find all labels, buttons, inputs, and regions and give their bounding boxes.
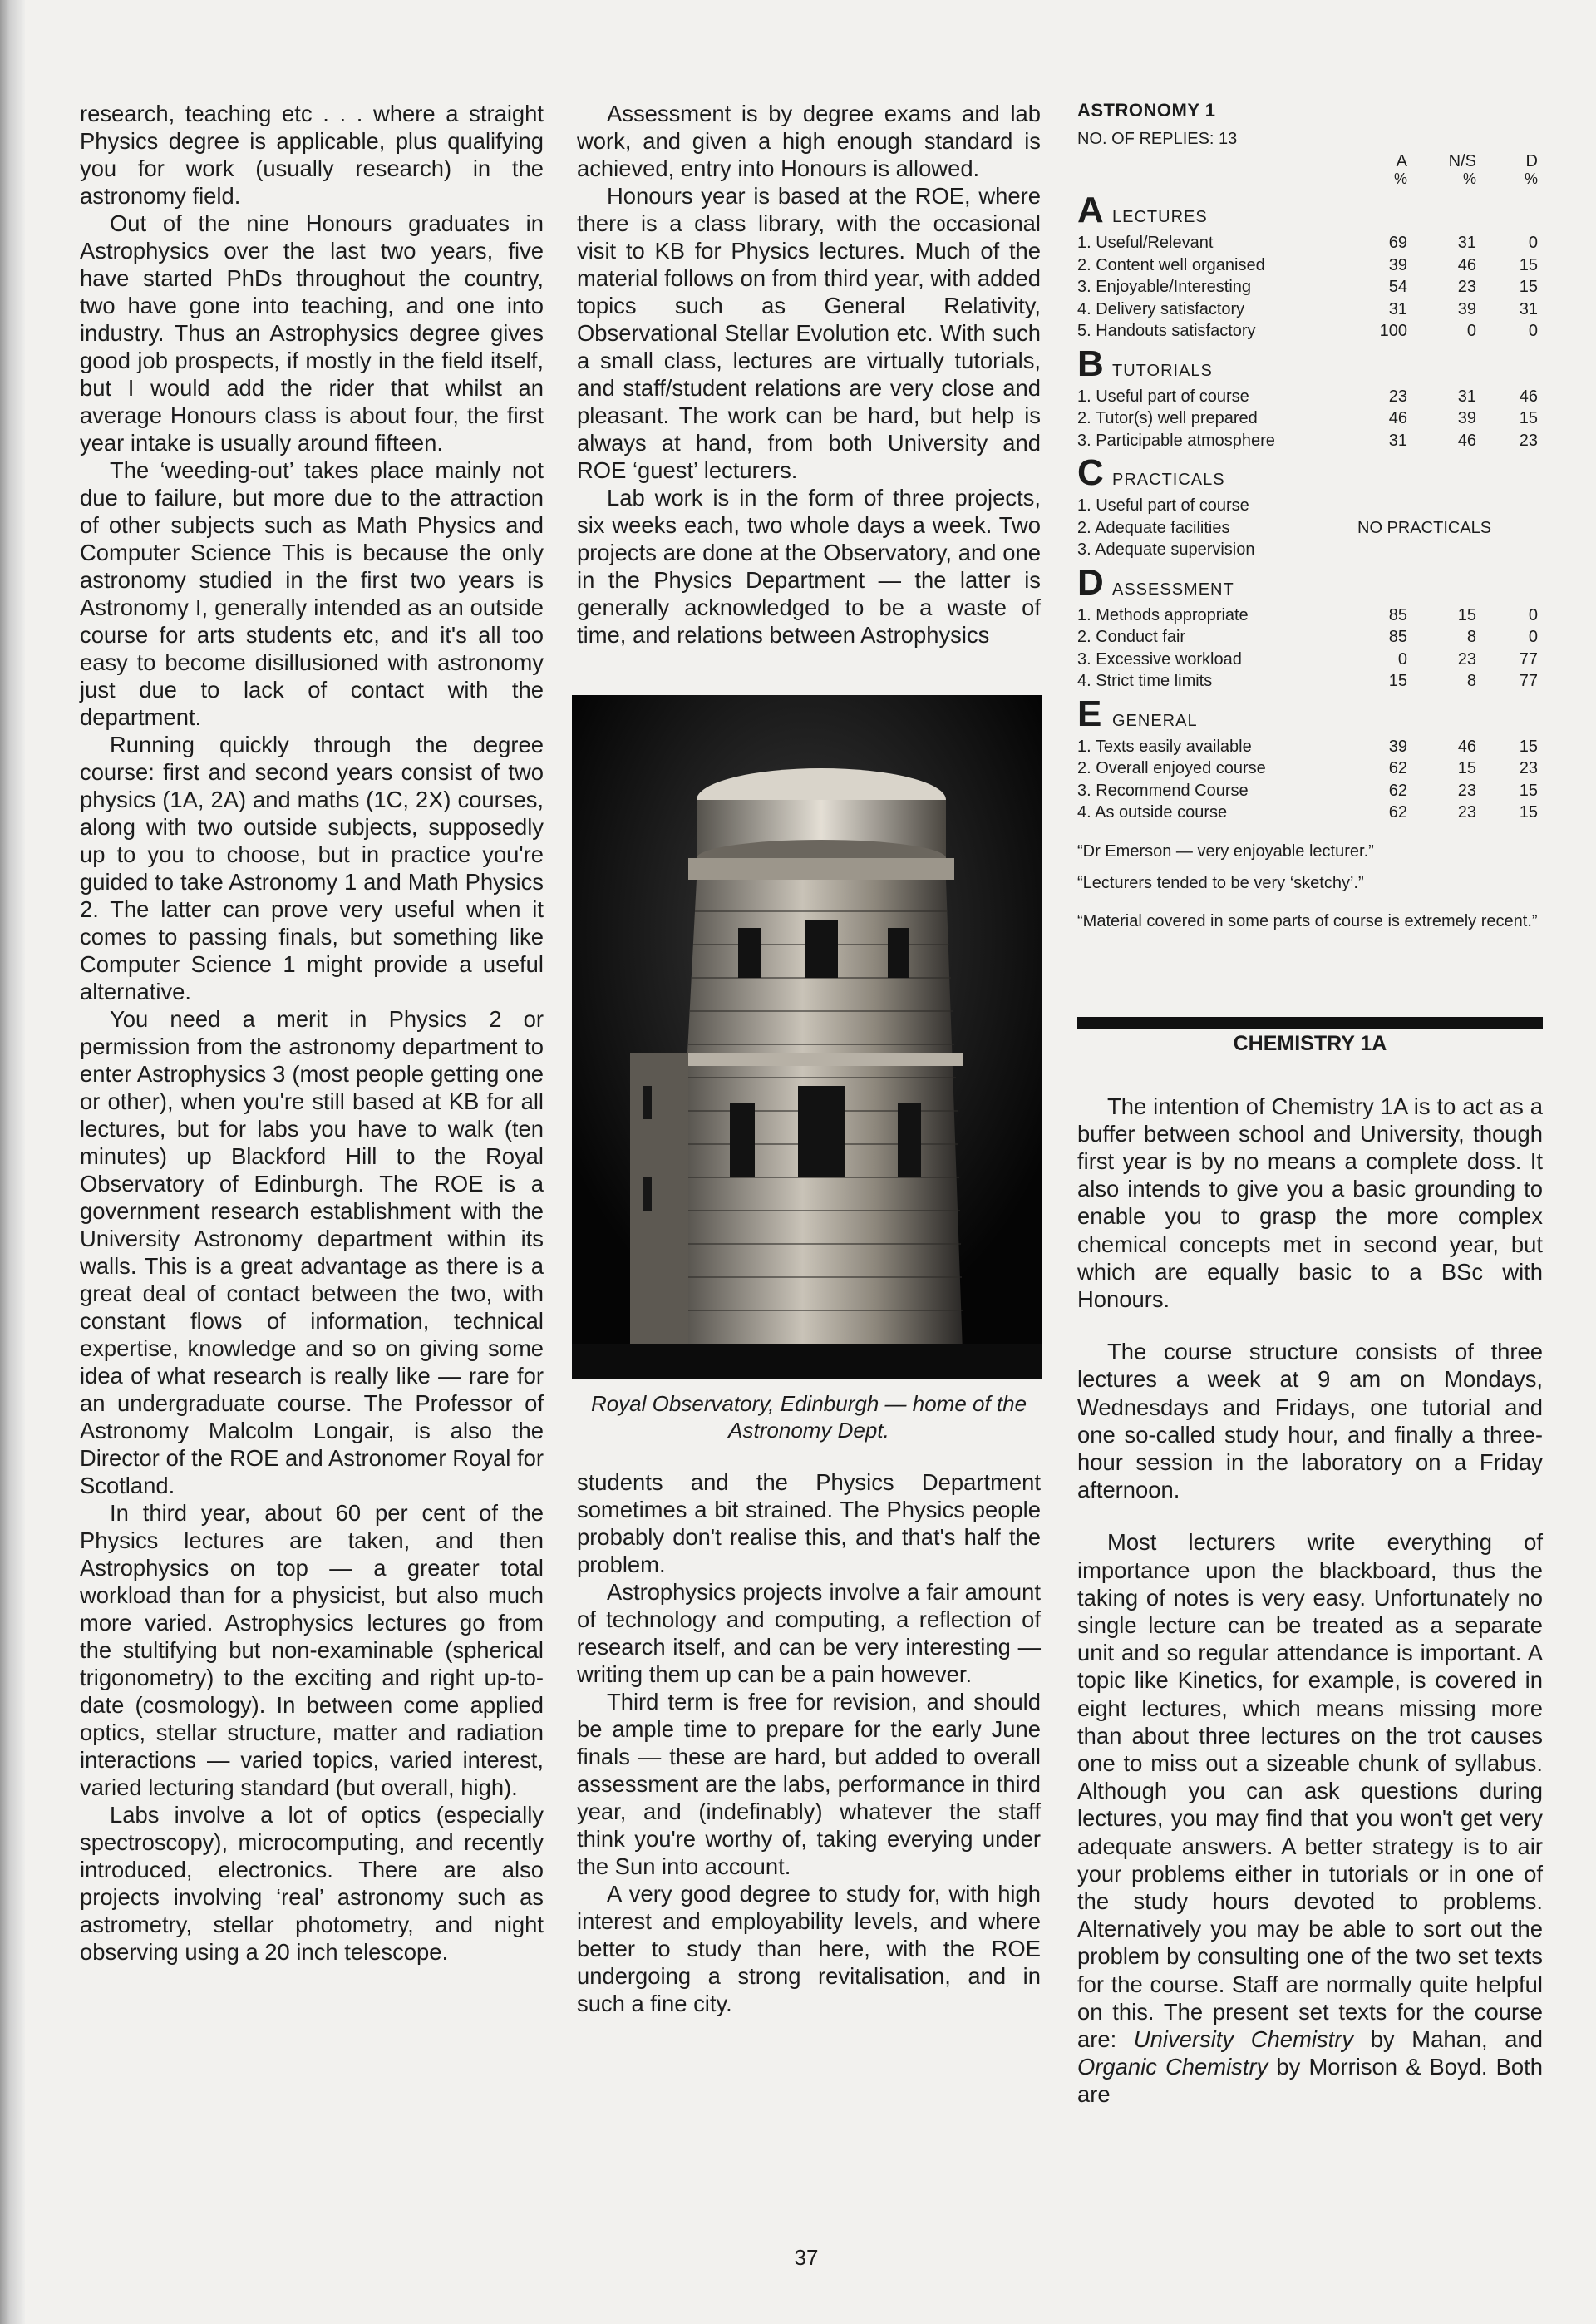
percent-sign: %	[1524, 170, 1538, 187]
paragraph: You need a merit in Physics 2 or permission from the astronomy department to enter Astrophysics 3 (most people getting one or other), when you're still based at KB for all lectures, but for labs you have to walk (ten minutes) up Blackford Hill to the Royal Observatory of Edinburgh. The ROE is a government research establishment with the University Astronomy department within its walls. This is a great advantage as there is a great deal of contact between the two, with constant flows of information, technical expertise, knowledge and so on giving some idea of what research is really like — rare for an undergraduate course. The Professor of Astronomy Malcolm Longair, is also the Director of the ROE and Astronomer Royal for Scotland.	[80, 1006, 544, 1498]
section-letter: A	[1077, 190, 1104, 230]
column-3	[1077, 100, 1543, 2134]
section-name: LECTURES	[1112, 208, 1208, 226]
paragraph: Out of the nine Honours graduates in Astrophysics over the last two years, five have started PhDs throughout the country, two have gone into teaching, and one into industry. Thus an Astrophysics degree gives good job prospects, if mostly in the field itself, but I would add the rider that whilst an average Honours class is about four, the first year intake is usually around fifteen.	[80, 210, 544, 456]
value-a: 39	[1388, 255, 1407, 274]
row-label: 3. Adequate supervision	[1077, 540, 1255, 559]
value-ns: 46	[1457, 255, 1476, 274]
paragraph: Astrophysics projects involve a fair amount of technology and computing, a reflection of research itself, and can be very interesting — writing them up can be a pain however.	[577, 1579, 1041, 1687]
value-d: 15	[1519, 278, 1538, 296]
section-heading	[1077, 561, 1543, 603]
observatory-photo	[572, 695, 1042, 1379]
value-a: 23	[1388, 387, 1407, 406]
paragraph-text: by Mahan, and	[1353, 2026, 1543, 2052]
value-ns: 0	[1466, 322, 1476, 340]
value-a: 62	[1388, 803, 1407, 822]
section-heading	[1077, 452, 1543, 493]
value-ns: 15	[1457, 605, 1476, 624]
header-disagree: D	[1525, 152, 1538, 170]
row-label: 4. Strict time limits	[1077, 672, 1213, 690]
table-row	[1077, 254, 1543, 277]
value-d: 31	[1519, 299, 1538, 318]
table-row	[1077, 495, 1543, 517]
table-row	[1077, 604, 1543, 627]
value-ns: 46	[1457, 431, 1476, 450]
value-ns: 31	[1457, 387, 1476, 406]
row-label: 3. Participable atmosphere	[1077, 431, 1275, 450]
value-d: 23	[1519, 431, 1538, 450]
table-row	[1077, 299, 1543, 321]
section-name: TUTORIALS	[1112, 361, 1213, 380]
value-a: 31	[1388, 431, 1407, 450]
value-a: 85	[1388, 605, 1407, 624]
section-letter: D	[1077, 561, 1104, 603]
value-a: 100	[1379, 322, 1407, 340]
value-a: 62	[1388, 759, 1407, 777]
row-label: 1. Useful part of course	[1077, 496, 1249, 515]
row-label: 2. Content well organised	[1077, 255, 1265, 274]
value-d: 0	[1528, 605, 1538, 624]
table-row	[1077, 232, 1543, 254]
row-label: 4. As outside course	[1077, 803, 1228, 822]
value-a: 15	[1388, 672, 1407, 690]
student-quote: “Dr Emerson — very enjoyable lecturer.”	[1077, 841, 1374, 861]
value-d: 15	[1519, 803, 1538, 822]
section-name: GENERAL	[1112, 711, 1198, 730]
value-ns: 8	[1466, 672, 1476, 690]
value-d: 0	[1528, 628, 1538, 646]
value-d: 15	[1519, 255, 1538, 274]
table-row	[1077, 407, 1543, 430]
row-label: 2. Conduct fair	[1077, 628, 1186, 646]
row-label: 2. Adequate facilities	[1077, 518, 1230, 537]
value-a: 0	[1397, 649, 1407, 669]
chemistry-heading: CHEMISTRY 1A	[1077, 1017, 1543, 1056]
row-label: 3. Recommend Course	[1077, 781, 1249, 800]
table-row	[1077, 539, 1543, 561]
paragraph-text: Most lecturers write everything of importance upon the blackboard, thus the taking of notes is very easy. Unfortunately no single lecture can be treated as a separate unit and so regular attendance is important. A topic like Kinetics, for example, is covered in eight lectures, which means missing more than about three lectures on the trot causes one to miss out a sizeable chunk of syllabus. Although you can ask questions during lectures, you may find that you won't get very adequate answers. A better strategy is to air your problems either in tutorials or in one of the study hours devoted to problems. Alternatively you may be able to sort out the problem by consulting one of the two set texts for the course. Staff are normally quite helpful on this. The present set texts for the course are:	[1077, 1529, 1543, 2052]
paragraph-text: by Morrison & Boyd. Both are	[1077, 2054, 1543, 2108]
row-label: 3. Excessive workload	[1077, 649, 1242, 669]
survey-title: ASTRONOMY 1	[1077, 100, 1216, 121]
student-quote: “Material covered in some parts of course is extremely recent.”	[1077, 911, 1538, 930]
value-a: 31	[1388, 299, 1407, 318]
photo-caption: Royal Observatory, Edinburgh — home of the Astronomy Dept.	[590, 1391, 1027, 1443]
survey-replies: NO. OF REPLIES: 13	[1077, 130, 1238, 148]
survey-column-headers	[1077, 152, 1543, 189]
value-d: 23	[1519, 759, 1538, 777]
paragraph: In third year, about 60 per cent of the Physics lectures are taken, and then Astrophysics on top — a greater total workload than for a physicist, but also much more varied. Astrophysics lectures go from the stultifying but non-examinable (spherical trigonometry) to the exciting and right up-to-date (cosmology). In between come applied optics, stellar structure, matter and radiation interactions — varied topics, varied interest, varied lecturing standard (but overall, high).	[80, 1500, 544, 1800]
paragraph: Honours year is based at the ROE, where there is a class library, with the occasional visit to KB for Physics lectures. Much of the material follows on from third year, with added topics such as General Relativity, Observational Stellar Evolution etc. With such a small class, lectures are virtually tutorials, and staff/student relations are very close and pleasant. The work can be hard, but help is always at hand, from both University and ROE ‘guest’ lecturers.	[577, 183, 1041, 483]
percent-sign: %	[1393, 170, 1407, 187]
value-d: 77	[1519, 649, 1538, 669]
chemistry-body	[1077, 1093, 1543, 2109]
value-a: 46	[1388, 409, 1407, 427]
table-row	[1077, 517, 1543, 540]
value-d: 15	[1519, 409, 1538, 427]
column-1	[80, 100, 544, 1966]
paragraph: A very good degree to study for, with high interest and employability levels, and where better to study than here, with the ROE undergoing a strong revitalisation, and in such a fine city.	[577, 1881, 1041, 2016]
value-a: 39	[1388, 737, 1407, 756]
paragraph: Assessment is by degree exams and lab work, and given a high enough standard is achieved, entry into Honours is allowed.	[577, 101, 1041, 181]
paragraph: The ‘weeding-out’ takes place mainly not due to failure, but more due to the attraction of other subjects such as Math Physics and Computer Science This is because the only astronomy studied in the first two years is Astronomy I, generally intended as an outside course for arts students etc, and it's all too easy to become disillusioned with astronomy just due to lack of contact with the department.	[80, 457, 544, 730]
section-heading	[1077, 693, 1543, 734]
paragraph: Lab work is in the form of three projects, six weeks each, two whole days a week. Two projects are done at the Observatory, and one in the Physics Department — the latter is generally acknowledged to be a waste of time, and relations between Astrophysics	[577, 485, 1041, 648]
value-d: 15	[1519, 737, 1538, 756]
column-2	[577, 100, 1041, 2017]
paragraph: Third term is free for revision, and should be ample time to prepare for the early June finals — these are hard, but added to overall assessment are the labs, performance in third year, and (indefinably) whatever the staff think you're worthy of, taking everying under the Sun into account.	[577, 1689, 1041, 1879]
value-d: 15	[1519, 781, 1538, 800]
value-d: 46	[1519, 387, 1538, 406]
value-ns: 23	[1457, 803, 1476, 822]
percent-sign: %	[1462, 170, 1476, 187]
table-row	[1077, 626, 1543, 649]
no-practicals-note: NO PRACTICALS	[1357, 518, 1492, 537]
paragraph	[1077, 1528, 1543, 2108]
paragraph: The intention of Chemistry 1A is to act as a buffer between school and University, though first year is by no means a complete doss. It also intends to give you a basic grounding to enable you to grasp the more complex chemical concepts met in second year, but which are equally basic to a BSc with Honours.	[1077, 1093, 1543, 1312]
value-a: 69	[1388, 234, 1407, 252]
value-ns: 31	[1457, 234, 1476, 252]
table-row	[1077, 320, 1543, 343]
page-gutter-shadow	[0, 0, 25, 2324]
header-agree: A	[1396, 152, 1407, 170]
row-label: 1. Methods appropriate	[1077, 605, 1249, 624]
section-name: ASSESSMENT	[1112, 580, 1234, 599]
section-heading	[1077, 192, 1543, 229]
paragraph: research, teaching etc . . . where a straight Physics degree is applicable, plus qualifying you for work (usually research) in the astronomy field.	[80, 101, 544, 209]
value-ns: 23	[1457, 649, 1476, 669]
section-letter: B	[1077, 343, 1104, 384]
paragraph: students and the Physics Department sometimes a bit strained. The Physics people probably don't realise this, and that's half the problem.	[577, 1469, 1041, 1577]
value-ns: 23	[1457, 781, 1476, 800]
row-label: 2. Overall enjoyed course	[1077, 759, 1266, 777]
page-number: 37	[794, 2245, 819, 2270]
row-label: 1. Useful part of course	[1077, 387, 1249, 406]
value-d: 77	[1519, 672, 1538, 690]
row-label: 3. Enjoyable/Interesting	[1077, 278, 1252, 296]
table-row	[1077, 736, 1543, 758]
value-d: 0	[1528, 322, 1538, 340]
table-row	[1077, 276, 1543, 299]
table-row	[1077, 386, 1543, 408]
row-label: 1. Texts easily available	[1077, 737, 1252, 756]
value-ns: 39	[1457, 299, 1476, 318]
value-a: 62	[1388, 781, 1407, 800]
value-ns: 46	[1457, 737, 1476, 756]
table-row	[1077, 780, 1543, 802]
student-quote: “Lecturers tended to be very ‘sketchy’.”	[1077, 873, 1364, 892]
value-ns: 23	[1457, 278, 1476, 296]
value-d: 0	[1528, 234, 1538, 252]
book-title: University Chemistry	[1133, 2026, 1354, 2052]
table-row	[1077, 670, 1543, 693]
section-name: PRACTICALS	[1112, 471, 1225, 489]
value-a: 85	[1388, 628, 1407, 646]
table-row	[1077, 802, 1543, 824]
header-not-sure: N/S	[1448, 152, 1476, 170]
section-heading	[1077, 343, 1543, 384]
paragraph: Running quickly through the degree course: first and second years consist of two physics (1A, 2A) and maths (1C, 2X) courses, along with two outside subjects, supposedly up to you to choose, but in practice you're guided to take Astronomy 1 and Math Physics 2. The latter can prove very useful when it comes to passing finals, but something like Computer Science 1 might provide a useful alternative.	[80, 732, 544, 1004]
table-row	[1077, 649, 1543, 671]
row-label: 4. Delivery satisfactory	[1077, 299, 1245, 318]
value-a: 54	[1388, 278, 1407, 296]
section-letter: E	[1077, 693, 1102, 734]
table-row	[1077, 430, 1543, 452]
row-label: 5. Handouts satisfactory	[1077, 322, 1256, 340]
row-label: 1. Useful/Relevant	[1077, 234, 1214, 252]
value-ns: 8	[1466, 628, 1476, 646]
section-letter: C	[1077, 452, 1104, 493]
paragraph: Labs involve a lot of optics (especially spectroscopy), microcomputing, and recently introduced, electronics. There are also projects involving ‘real’ astronomy such as astrometry, stellar photometry, and night observing using a 20 inch telescope.	[80, 1802, 544, 1965]
value-ns: 39	[1457, 409, 1476, 427]
row-label: 2. Tutor(s) well prepared	[1077, 409, 1258, 427]
table-row	[1077, 757, 1543, 780]
book-title: Organic Chemistry	[1077, 2054, 1268, 2080]
paragraph: The course structure consists of three lectures a week at 9 am on Mondays, Wednesdays and Fridays, one tutorial and one so-called study hour, and finally a three-hour session in the laboratory on a Friday afternoon.	[1077, 1339, 1543, 1503]
value-ns: 15	[1457, 759, 1476, 777]
